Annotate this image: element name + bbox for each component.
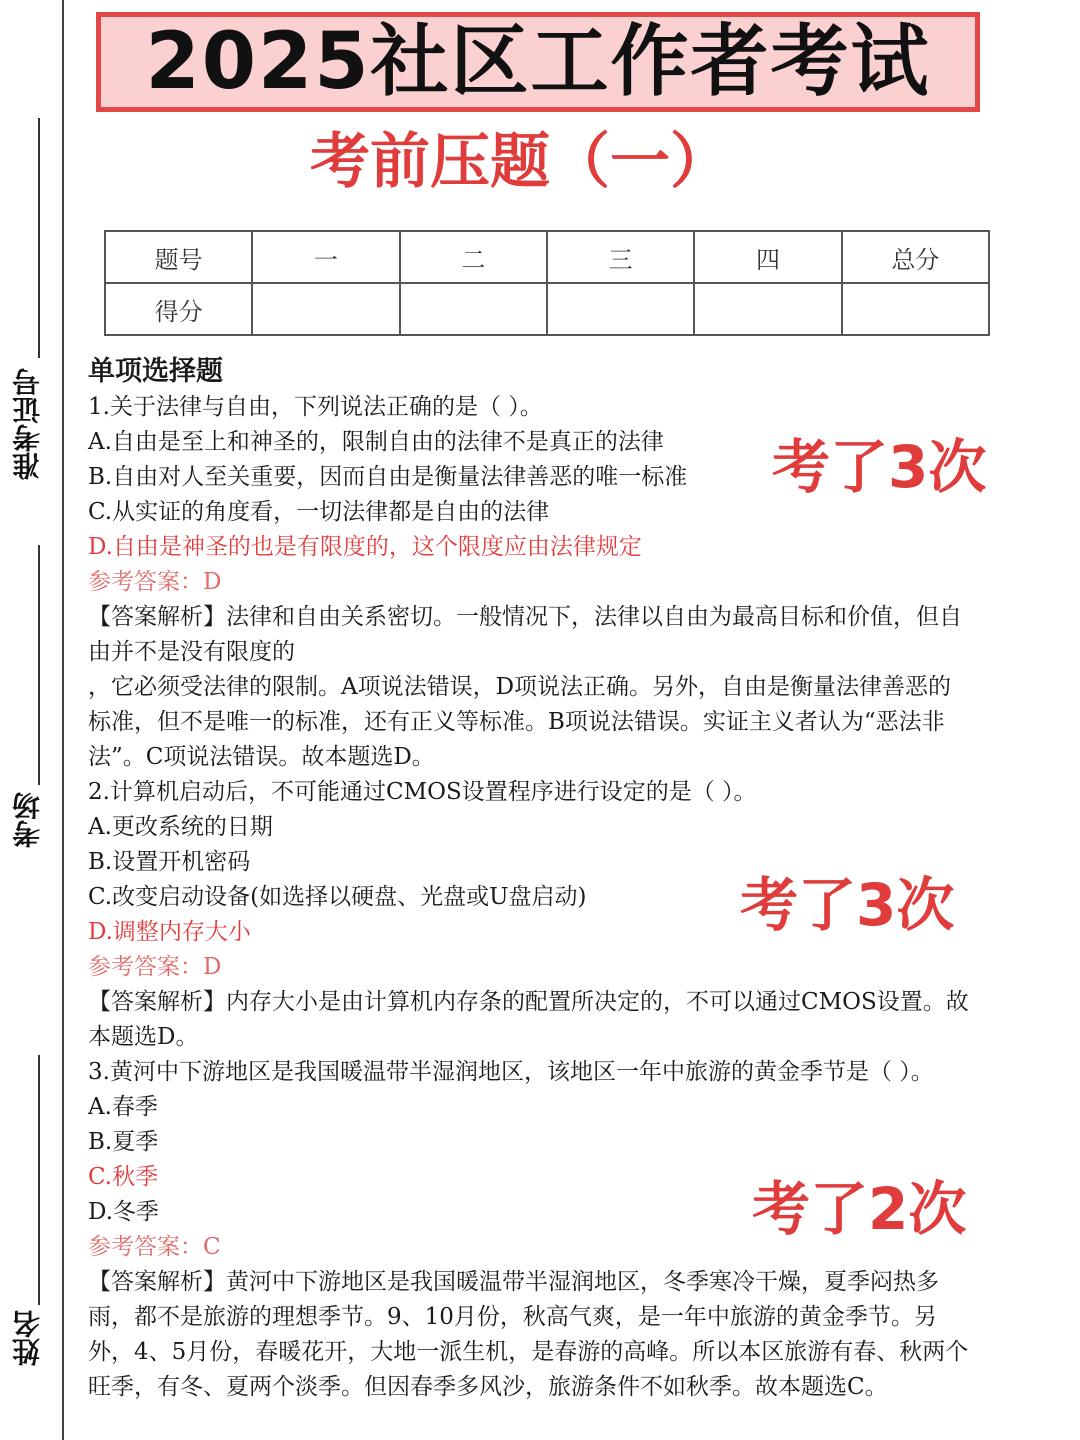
- question-option: D.冬季: [88, 1199, 159, 1225]
- binding-sidebar: [0, 0, 62, 1440]
- correct-option: C.秋季: [88, 1164, 159, 1190]
- sidebar-label-exam-room: 考场: [11, 792, 44, 848]
- correct-option: D.调整内存大小: [88, 919, 251, 945]
- score-table-header-cell: 总分: [842, 231, 989, 283]
- score-cell: [547, 283, 694, 335]
- score-table-header-cell: 题号: [105, 231, 252, 283]
- exam-frequency-stamp: 考了3次: [772, 433, 987, 501]
- score-table-header-row: [105, 231, 989, 283]
- question-option: C.从实证的角度看，一切法律都是自由的法律: [88, 499, 550, 525]
- score-cell: [694, 283, 841, 335]
- question-stem: 1.关于法律与自由，下列说法正确的是（ ）。: [88, 394, 543, 420]
- answer-analysis-line: 法”。C项说法错误。故本题选D。: [88, 744, 435, 770]
- question-option: C.改变启动设备(如选择以硬盘、光盘或U盘启动): [88, 884, 587, 910]
- correct-option: D.自由是神圣的也是有限度的，这个限度应由法律规定: [88, 534, 642, 560]
- score-cell: [252, 283, 399, 335]
- answer-analysis-line: 【答案解析】法律和自由关系密切。一般情况下，法律以自由为最高目标和价值，但自: [88, 604, 962, 630]
- answer-analysis-line: 本题选D。: [88, 1024, 199, 1050]
- answer-analysis-line: 由并不是没有限度的: [88, 639, 295, 665]
- question-option: A.更改系统的日期: [88, 814, 273, 840]
- section-title: 单项选择题: [88, 356, 223, 387]
- reference-answer: 参考答案：C: [88, 1234, 221, 1260]
- question-option: A.春季: [88, 1094, 158, 1120]
- page-subtitle: 考前压题（一）: [310, 127, 730, 197]
- sidebar-label-name: 姓名: [11, 1310, 44, 1366]
- question-stem: 2.计算机启动后，不可能通过CMOS设置程序进行设定的是（ ）。: [88, 779, 757, 805]
- question-option: A.自由是至上和神圣的，限制自由的法律不是真正的法律: [88, 429, 664, 455]
- exam-frequency-stamp: 考了3次: [740, 871, 955, 939]
- exam-frequency-stamp: 考了2次: [752, 1175, 967, 1243]
- question-stem: 3.黄河中下游地区是我国暖温带半湿润地区，该地区一年中旅游的黄金季节是（ ）。: [88, 1059, 934, 1085]
- score-table-header-cell: 一: [252, 231, 399, 283]
- score-cell: [842, 283, 989, 335]
- answer-analysis-line: 标准，但不是唯一的标准，还有正义等标准。B项说法错误。实证主义者认为“恶法非: [88, 709, 945, 735]
- answer-analysis-line: 外，4、5月份，春暖花开，大地一派生机，是春游的高峰。所以本区旅游有春、秋两个: [88, 1339, 969, 1365]
- score-table-score-row: [105, 283, 989, 335]
- sidebar-label-exam-id: 准考证号: [11, 368, 44, 480]
- answer-analysis-line: 雨，都不是旅游的理想季节。9、10月份，秋高气爽，是一年中旅游的黄金季节。另: [88, 1304, 937, 1330]
- answer-analysis-line: 旺季，有冬、夏两个淡季。但因春季多风沙，旅游条件不如秋季。故本题选C。: [88, 1374, 888, 1400]
- score-table: [104, 230, 990, 336]
- answer-analysis-line: 【答案解析】黄河中下游地区是我国暖温带半湿润地区，冬季寒冷干燥，夏季闷热多: [88, 1269, 939, 1295]
- score-table-header-cell: 三: [547, 231, 694, 283]
- answer-analysis-line: ，它必须受法律的限制。A项说法错误，D项说法正确。另外，自由是衡量法律善恶的: [88, 674, 952, 700]
- answer-analysis-line: 【答案解析】内存大小是由计算机内存条的配置所决定的，不可以通过CMOS设置。故: [88, 989, 969, 1015]
- score-cell: [400, 283, 547, 335]
- title-banner: [96, 12, 980, 112]
- score-table-header-cell: 四: [694, 231, 841, 283]
- reference-answer: 参考答案：D: [88, 569, 222, 595]
- score-table-header-cell: 二: [400, 231, 547, 283]
- question-option: B.自由对人至关重要，因而自由是衡量法律善恶的唯一标准: [88, 464, 688, 490]
- score-table-row-label: 得分: [105, 283, 252, 335]
- page-title: 2025社区工作者考试: [145, 17, 931, 107]
- sidebar-rule: [38, 545, 40, 785]
- question-option: B.夏季: [88, 1129, 159, 1155]
- sidebar-rule: [38, 1055, 40, 1305]
- binding-line: [62, 0, 64, 1440]
- reference-answer: 参考答案：D: [88, 954, 222, 980]
- question-option: B.设置开机密码: [88, 849, 251, 875]
